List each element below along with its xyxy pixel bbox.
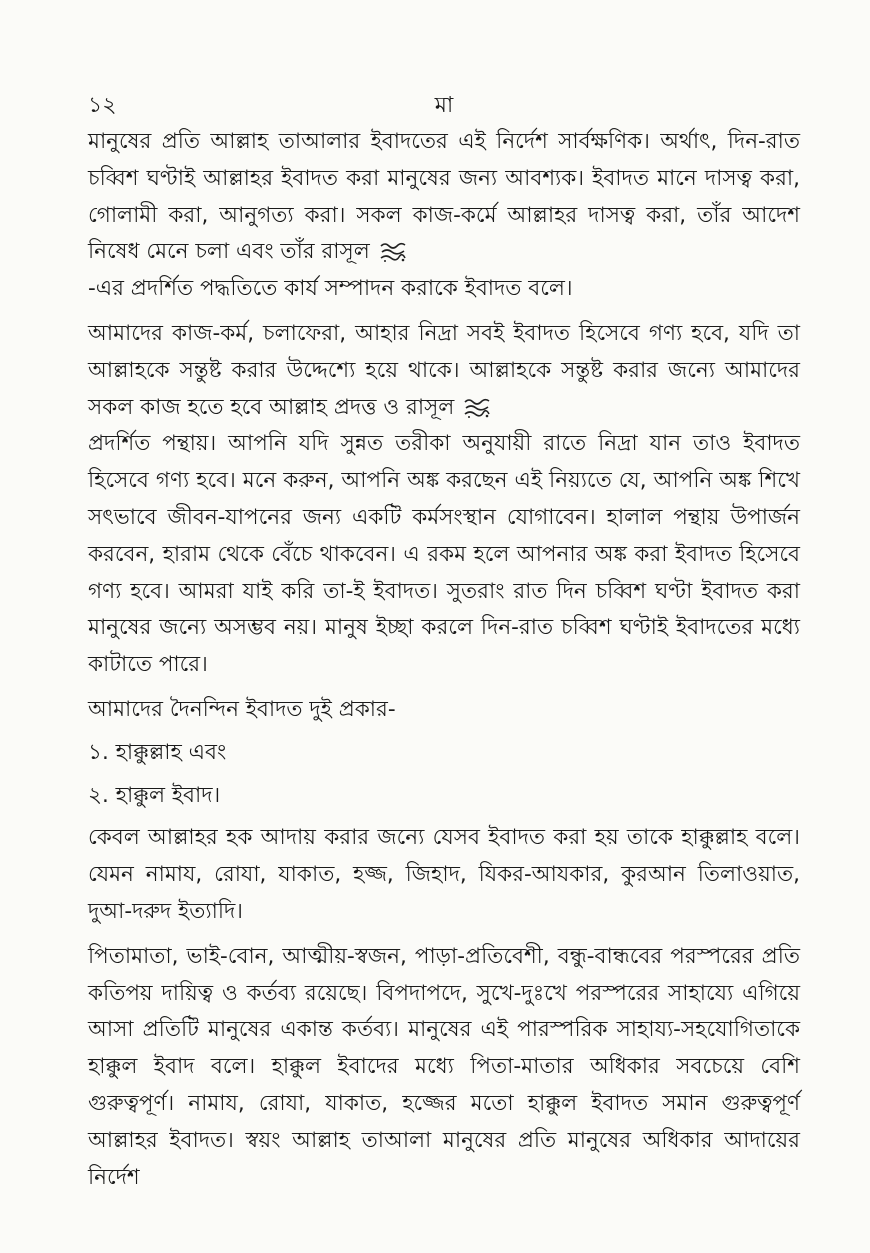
list-item-1: ১. হাক্কুল্লাহ এবং [88, 739, 227, 765]
paragraph-3: আমাদের দৈনন্দিন ইবাদত দুই প্রকার- [88, 696, 396, 722]
paragraph-2-continuation: প্রদর্শিত পন্থায়। আপনি যদি সুন্নত তরীকা অনুযায়ী রাতে নিদ্রা যান তাও ইবাদত হিসেবে গণ্য হবে। মনে করুন, আপনি অঙ্ক করছেন এই নিয়্যতে যে, আপনি অঙ্ক শিখে সৎভাবে জীবন-যাপনের জন্য একটি কর্মসংস্থান যোগাবেন। হালাল পন্থায় উপার্জন করবেন, হারাম থেকে বেঁচে থাকবেন। এ রকম হলে আপনার অঙ্ক করা ইবাদত হিসেবে গণ্য হবে। আমরা যাই করি তা-ই ইবাদত। সুতরাং রাত দিন চব্বিশ ঘণ্টা ইবাদত করা মানুষের জন্যে অসম্ভব নয়। মানুষ ইচ্ছা করলে দিন-রাত চব্বিশ ঘণ্টাই ইবাদতের মধ্যে কাটাতে পারে। [88, 431, 800, 678]
paragraph-2-text: আমাদের কাজ-কর্ম, চলাফেরা, আহার নিদ্রা সবই ইবাদত হিসেবে গণ্য হবে, যদি তা আল্লাহকে সন্তুষ্ট করার উদ্দেশ্যে হয়ে থাকে। আল্লাহকে সন্তুষ্ট করার জন্যে আমাদের সকল কাজ হতে হবে আল্লাহ প্রদত্ত ও রাসূল [88, 320, 800, 420]
paragraph-1 [88, 124, 800, 308]
salawat-calligraphy-icon [463, 397, 491, 419]
paragraph-5: পিতামাতা, ভাই-বোন, আত্মীয়-স্বজন, পাড়া-প্রতিবেশী, বন্ধু-বান্ধবের পরস্পরের প্রতি কতিপয় দায়িত্ব ও কর্তব্য রয়েছে। বিপদাপদে, সুখে-দুঃখে পরস্পরের সাহায্যে এগিয়ে আসা প্রতিটি মানুষের একান্ত কর্তব্য। মানুষের এই পারস্পরিক সাহায্য-সহযোগিতাকে হাক্কুল ইবাদ বলে। হাক্কুল ইবাদের মধ্যে পিতা-মাতার অধিকার সবচেয়ে বেশি গুরুত্বপূর্ণ। নামায, রোযা, যাকাত, হজ্জের মতো হাক্কুল ইবাদত সমান গুরুত্বপূর্ণ আল্লাহর ইবাদত। স্বয়ং আল্লাহ তাআলা মানুষের প্রতি মানুষের অধিকার আদায়ের নির্দেশ [88, 943, 800, 1190]
list-item-2: ২. হাক্কুল ইবাদ। [88, 782, 221, 808]
body-text [88, 124, 800, 1196]
paragraph-1-text: মানুষের প্রতি আল্লাহ তাআলার ইবাদতের এই নির্দেশ সার্বক্ষণিক। অর্থাৎ, দিন-রাত চব্বিশ ঘণ্টাই আল্লাহর ইবাদত করা মানুষের জন্য আবশ্যক। ইবাদত মানে দাসত্ব করা, গোলামী করা, আনুগত্য করা। সকল কাজ-কর্মে আল্লাহর দাসত্ব করা, তাঁর আদেশ নিষেধ মেনে চলা এবং তাঁর রাসূল [88, 129, 800, 265]
paragraph-2 [88, 316, 800, 684]
paragraph-4: কেবল আল্লাহর হক আদায় করার জন্যে যেসব ইবাদত করা হয় তাকে হাক্কুল্লাহ বলে। যেমন নামায, রোযা, যাকাত, হজ্জ, জিহাদ, যিকর-আযকার, কুরআন তিলাওয়াত, দুআ-দরুদ ইত্যাদি। [88, 825, 800, 924]
running-head [88, 88, 800, 124]
page-number: ১২ [88, 93, 117, 118]
running-title: মা [434, 93, 454, 118]
salawat-calligraphy-icon [379, 241, 407, 263]
paragraph-1-continuation: -এর প্রদর্শিত পদ্ধতিতে কার্য সম্পাদন করাকে ইবাদত বলে। [88, 276, 573, 302]
